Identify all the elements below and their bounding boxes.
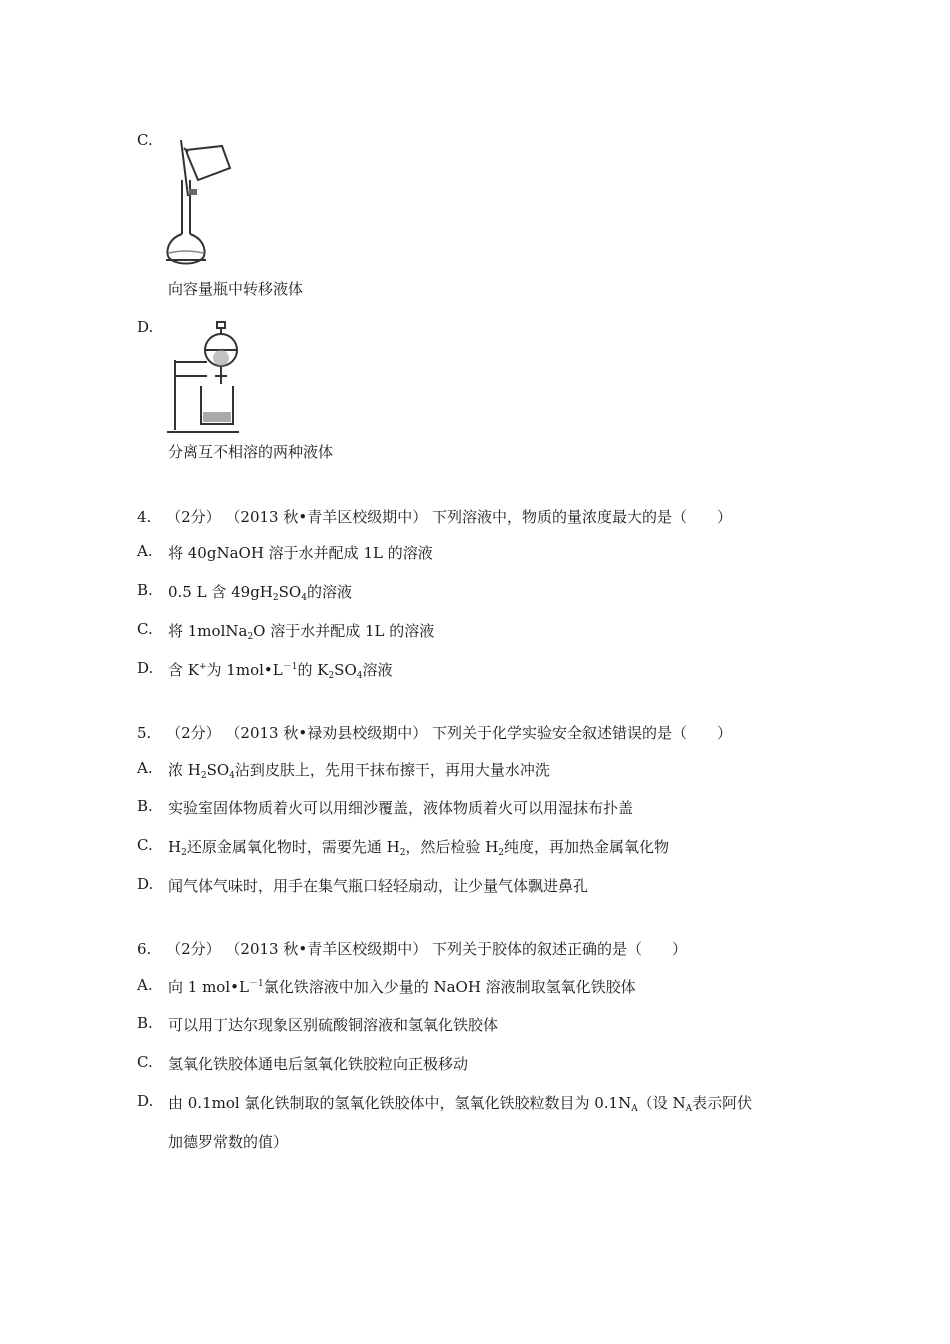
q5-option-a-text: 浓 $H_2SO_4$沾到皮肤上，先用干抹布擦干，再用大量水冲洗	[168, 761, 550, 781]
question-source: （2013 秋•青羊区校级期中）	[225, 940, 428, 958]
question-score: （2分）	[166, 724, 221, 742]
q6-option-a-text: 向 1 $mol•L^{-1}$氯化铁溶液中加入少量的 NaOH 溶液制取氢氧化铁胶体	[168, 978, 636, 996]
q6-option-b-label: B.	[137, 1014, 153, 1032]
q5-option-c-label: C.	[137, 836, 153, 854]
q6-option-c-text: 氢氧化铁胶体通电后氢氧化铁胶粒向正极移动	[168, 1055, 469, 1073]
question-number: 4.	[137, 508, 152, 526]
question-4-header	[137, 506, 732, 527]
question-source: （2013 秋•青羊区校级期中）	[225, 508, 428, 526]
q5-option-a-label: A.	[137, 759, 153, 777]
question-score: （2分）	[166, 940, 221, 958]
q4-option-c-text: 将 1molNa$_2$O 溶于水并配成 1L 的溶液	[168, 622, 435, 642]
q6-option-a-label: A.	[137, 976, 153, 994]
q4-option-b-text: 0.5 L 含 $49gH_2SO_4$的溶液	[168, 583, 352, 603]
option-d-label: D.	[137, 318, 154, 336]
question-number: 5.	[137, 724, 152, 742]
q4-option-c-label: C.	[137, 620, 153, 638]
q4-option-a-text: 将 40gNaOH 溶于水并配成 1L 的溶液	[168, 544, 433, 562]
q5-option-d-label: D.	[137, 875, 154, 893]
question-6-header	[137, 938, 687, 959]
question-source: （2013 秋•禄劝县校级期中）	[225, 724, 428, 742]
q6-option-c-label: C.	[137, 1053, 153, 1071]
q4-option-b-label: B.	[137, 581, 153, 599]
question-stem: 下列溶液中，物质的量浓度最大的是（ ）	[432, 508, 733, 526]
question-stem: 下列关于胶体的叙述正确的是（ ）	[432, 940, 688, 958]
option-c-label: C.	[137, 131, 153, 149]
question-stem: 下列关于化学实验安全叙述错误的是（ ）	[432, 724, 733, 742]
volumetric-flask-transfer-icon	[164, 136, 244, 268]
question-5-header	[137, 722, 732, 743]
q4-option-a-label: A.	[137, 542, 153, 560]
q5-option-c-text: $H_2$还原金属氧化物时，需要先通 $H_2$，然后检验 $H_2$纯度，再加热金属氧化物	[168, 838, 670, 858]
option-c-caption: 向容量瓶中转移液体	[168, 280, 304, 298]
option-d-caption: 分离互不相溶的两种液体	[168, 443, 334, 461]
q6-option-d-text-continued: 加德罗常数的值）	[168, 1133, 289, 1151]
question-number: 6.	[137, 940, 152, 958]
question-score: （2分）	[166, 508, 221, 526]
q5-option-d-text: 闻气体气味时，用手在集气瓶口轻轻扇动，让少量气体飘进鼻孔	[168, 877, 589, 895]
q4-option-d-label: D.	[137, 659, 154, 677]
q6-option-d-label: D.	[137, 1092, 154, 1110]
q5-option-b-text: 实验室固体物质着火可以用细沙覆盖，液体物质着火可以用湿抹布扑盖	[168, 799, 634, 817]
q4-option-d-text: 含 K+为 $1mol•L^{-1}$的 $K_2SO_4$溶液	[168, 661, 393, 681]
q6-option-d-text: 由 0.1mol 氯化铁制取的氢氧化铁胶体中，氢氧化铁胶粒数目为 $0.1N_A$（设 $N_A$表示阿伏	[168, 1094, 753, 1114]
separatory-funnel-icon	[165, 320, 245, 438]
q5-option-b-label: B.	[137, 797, 153, 815]
q6-option-b-text: 可以用丁达尔现象区别硫酸铜溶液和氢氧化铁胶体	[168, 1016, 499, 1034]
